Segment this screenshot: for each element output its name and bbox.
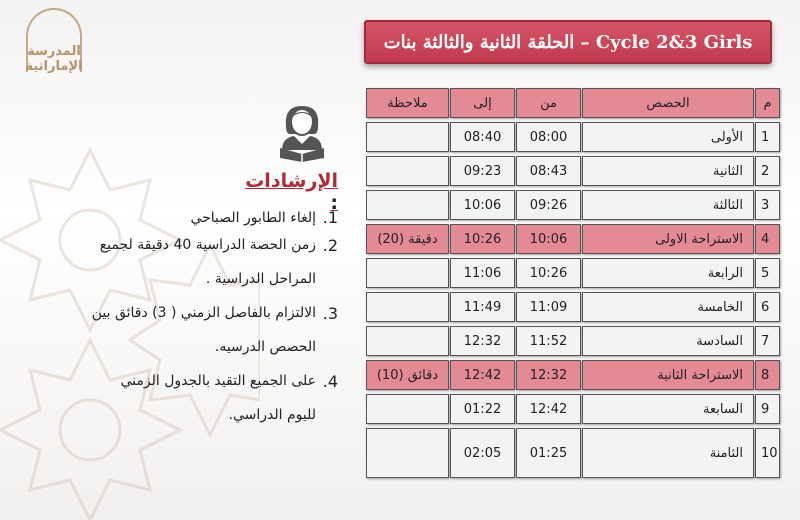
cell-period: السابعة bbox=[582, 394, 754, 424]
cell-note: (20) دقيقة bbox=[366, 224, 449, 254]
cell-num: 1 bbox=[755, 122, 780, 152]
cell-to: 12:42 bbox=[450, 360, 515, 390]
cell-period: الاستراحة الثانية bbox=[582, 360, 754, 390]
guidance-item-number: 3. bbox=[322, 304, 338, 323]
guidance-list bbox=[88, 208, 338, 440]
cell-to: 11:49 bbox=[450, 292, 515, 322]
cell-num: 6 bbox=[755, 292, 780, 322]
schedule-table bbox=[366, 88, 780, 477]
cell-to: 10:06 bbox=[450, 190, 515, 220]
cell-period: الخامسة bbox=[582, 292, 754, 322]
cell-num: 10 bbox=[755, 428, 780, 478]
cell-period: الثامنة bbox=[582, 428, 754, 478]
guidance-item-text: على الجميع التقيد بالجدول الزمني لليوم الدراسي. bbox=[120, 373, 316, 423]
guidance-item-text: زمن الحصة الدراسية 40 دقيقة لجميع المراحل الدراسية . bbox=[99, 237, 316, 287]
cell-num: 9 bbox=[755, 394, 780, 424]
header-from: من bbox=[516, 88, 581, 118]
cell-note bbox=[366, 292, 449, 322]
header-note: ملاحظة bbox=[366, 88, 449, 118]
cell-to: 01:22 bbox=[450, 394, 515, 424]
cell-period: الثالثة bbox=[582, 190, 754, 220]
cell-note bbox=[366, 258, 449, 288]
cell-note bbox=[366, 428, 449, 478]
cell-note bbox=[366, 156, 449, 186]
guidance-item-number: 4. bbox=[322, 372, 338, 391]
cell-num: 7 bbox=[755, 326, 780, 356]
cell-to: 10:26 bbox=[450, 224, 515, 254]
cell-to: 11:06 bbox=[450, 258, 515, 288]
guidance-item-number: 1. bbox=[322, 208, 338, 227]
cell-from: 08:00 bbox=[516, 122, 581, 152]
cell-num: 5 bbox=[755, 258, 780, 288]
guidance-item bbox=[88, 304, 338, 364]
cell-from: 08:43 bbox=[516, 156, 581, 186]
cell-period: الأولى bbox=[582, 122, 754, 152]
guidance-item bbox=[88, 372, 338, 432]
header-num: م bbox=[755, 88, 780, 118]
cell-period: السادسة bbox=[582, 326, 754, 356]
cell-from: 09:26 bbox=[516, 190, 581, 220]
cell-to: 09:23 bbox=[450, 156, 515, 186]
header-to: إلى bbox=[450, 88, 515, 118]
cell-from: 01:25 bbox=[516, 428, 581, 478]
cell-num: 4 bbox=[755, 224, 780, 254]
teacher-reading-icon bbox=[270, 100, 334, 164]
guidance-title-text: الإرشادات bbox=[245, 170, 338, 192]
cell-num: 2 bbox=[755, 156, 780, 186]
cell-note bbox=[366, 190, 449, 220]
cell-period: الثانية bbox=[582, 156, 754, 186]
school-logo bbox=[22, 8, 86, 76]
cell-note bbox=[366, 394, 449, 424]
cell-from: 12:42 bbox=[516, 394, 581, 424]
guidance-item-number: 2. bbox=[322, 236, 338, 255]
cell-note bbox=[366, 326, 449, 356]
guidance-item-text: الالتزام بالفاصل الزمني ( 3) دقائق بين الحصص الدرسيه. bbox=[91, 305, 316, 355]
guidance-title-colon: : bbox=[330, 192, 338, 214]
header-period: الحصص bbox=[582, 88, 754, 118]
cell-period: الرابعة bbox=[582, 258, 754, 288]
cell-from: 11:09 bbox=[516, 292, 581, 322]
cell-num: 3 bbox=[755, 190, 780, 220]
guidance-item bbox=[88, 208, 338, 228]
cell-from: 11:52 bbox=[516, 326, 581, 356]
cell-from: 12:32 bbox=[516, 360, 581, 390]
cell-note bbox=[366, 122, 449, 152]
cell-to: 08:40 bbox=[450, 122, 515, 152]
logo-text-line1: المدرسة bbox=[27, 44, 81, 59]
cell-from: 10:06 bbox=[516, 224, 581, 254]
logo-text-line2: الإماراتية bbox=[25, 59, 83, 74]
cell-to: 12:32 bbox=[450, 326, 515, 356]
page-title: الحلقة الثانية والثالثة بنات – Cycle 2&3 Girls bbox=[364, 20, 772, 64]
cell-period: الاستراحة الاولى bbox=[582, 224, 754, 254]
cell-to: 02:05 bbox=[450, 428, 515, 478]
cell-num: 8 bbox=[755, 360, 780, 390]
cell-note: (10) دقائق bbox=[366, 360, 449, 390]
guidance-item-text: إلغاء الطابور الصباحي bbox=[190, 210, 316, 226]
guidance-item bbox=[88, 236, 338, 296]
cell-from: 10:26 bbox=[516, 258, 581, 288]
